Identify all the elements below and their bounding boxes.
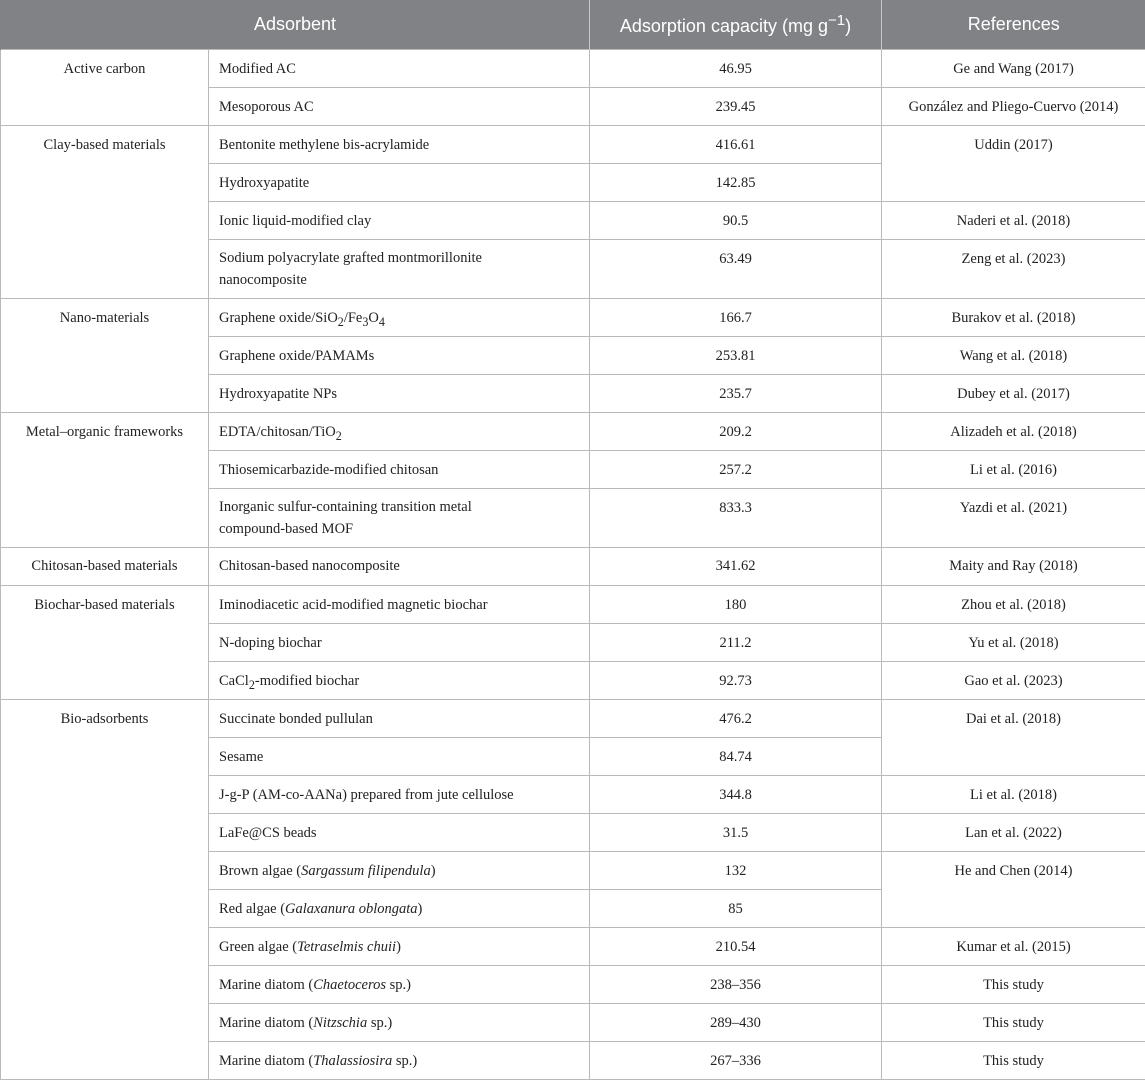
reference-cell: Dubey et al. (2017) <box>882 374 1145 412</box>
text-part: sp.) <box>392 1052 418 1069</box>
reference-cell: Dai et al. (2018) <box>882 699 1145 775</box>
header-adsorbent: Adsorbent <box>1 0 590 49</box>
adsorbent-cell <box>209 239 590 298</box>
adsorbent-cell: Graphene oxide/PAMAMs <box>209 336 590 374</box>
capacity-cell: 344.8 <box>590 775 882 813</box>
header-capacity-close: ) <box>845 15 852 36</box>
table-row <box>1 125 1145 163</box>
reference-cell: Burakov et al. (2018) <box>882 298 1145 336</box>
reference-cell: Yu et al. (2018) <box>882 623 1145 661</box>
adsorbent-cell <box>209 1041 590 1079</box>
reference-cell: This study <box>882 1041 1145 1079</box>
text-part: O <box>368 309 379 326</box>
subscript: 2 <box>335 428 342 443</box>
reference-cell: Kumar et al. (2015) <box>882 927 1145 965</box>
table-row <box>1 298 1145 336</box>
reference-cell: Maity and Ray (2018) <box>882 547 1145 585</box>
reference-cell: This study <box>882 1003 1145 1041</box>
adsorbent-line: compound-based MOF <box>219 520 354 537</box>
adsorbent-line: nanocomposite <box>219 271 307 288</box>
capacity-cell: 166.7 <box>590 298 882 336</box>
category-cell: Clay-based materials <box>1 125 209 298</box>
adsorbent-cell: Sesame <box>209 737 590 775</box>
capacity-cell: 85 <box>590 889 882 927</box>
reference-cell: Wang et al. (2018) <box>882 336 1145 374</box>
adsorbent-cell: Thiosemicarbazide-modified chitosan <box>209 450 590 488</box>
reference-cell: Yazdi et al. (2021) <box>882 488 1145 547</box>
text-part: Marine diatom ( <box>219 976 314 993</box>
capacity-cell: 239.45 <box>590 87 882 125</box>
capacity-cell: 476.2 <box>590 699 882 737</box>
capacity-cell: 31.5 <box>590 813 882 851</box>
adsorbent-cell <box>209 661 590 699</box>
capacity-cell: 84.74 <box>590 737 882 775</box>
capacity-cell: 211.2 <box>590 623 882 661</box>
text-part: Red algae ( <box>219 900 286 917</box>
adsorbent-cell: LaFe@CS beads <box>209 813 590 851</box>
category-cell: Chitosan-based materials <box>1 547 209 585</box>
adsorbent-cell <box>209 889 590 927</box>
text-part: sp.) <box>386 976 411 993</box>
capacity-cell: 267–336 <box>590 1041 882 1079</box>
category-cell: Metal–organic frameworks <box>1 412 209 547</box>
capacity-cell: 210.54 <box>590 927 882 965</box>
adsorbent-cell: Mesoporous AC <box>209 87 590 125</box>
reference-cell: Lan et al. (2022) <box>882 813 1145 851</box>
reference-cell: Alizadeh et al. (2018) <box>882 412 1145 450</box>
adsorbent-cell <box>209 965 590 1003</box>
capacity-cell: 132 <box>590 851 882 889</box>
capacity-cell: 416.61 <box>590 125 882 163</box>
capacity-cell: 90.5 <box>590 201 882 239</box>
reference-cell: Ge and Wang (2017) <box>882 49 1145 87</box>
adsorbent-line: Inorganic sulfur-containing transition metal <box>219 498 472 515</box>
text-part: /Fe <box>343 309 363 326</box>
text-part: ) <box>417 900 423 917</box>
text-part: ) <box>430 862 436 879</box>
subscript: 4 <box>378 314 385 329</box>
table-body <box>1 49 1145 1079</box>
adsorbent-cell <box>209 488 590 547</box>
capacity-cell: 92.73 <box>590 661 882 699</box>
text-part: EDTA/chitosan/TiO <box>219 423 336 440</box>
capacity-cell: 341.62 <box>590 547 882 585</box>
text-part: Brown algae ( <box>219 862 302 879</box>
adsorbent-cell: Modified AC <box>209 49 590 87</box>
capacity-cell: 46.95 <box>590 49 882 87</box>
capacity-cell: 253.81 <box>590 336 882 374</box>
capacity-cell: 235.7 <box>590 374 882 412</box>
capacity-cell: 833.3 <box>590 488 882 547</box>
adsorbent-cell: Succinate bonded pullulan <box>209 699 590 737</box>
header-capacity-sup: −1 <box>828 11 846 29</box>
reference-cell: González and Pliego-Cuervo (2014) <box>882 87 1145 125</box>
species-name: Tetraselmis chuii <box>297 938 397 955</box>
header-row <box>1 0 1145 49</box>
adsorbent-cell: Chitosan-based nanocomposite <box>209 547 590 585</box>
reference-cell: Gao et al. (2023) <box>882 661 1145 699</box>
adsorbent-cell: J-g-P (AM-co-AANa) prepared from jute cellulose <box>209 775 590 813</box>
text-part: Green algae ( <box>219 938 298 955</box>
text-part: -modified biochar <box>254 672 360 689</box>
subscript: 2 <box>248 677 255 692</box>
subscript: 3 <box>362 314 369 329</box>
reference-cell: Naderi et al. (2018) <box>882 201 1145 239</box>
reference-cell: Li et al. (2018) <box>882 775 1145 813</box>
species-name: Nitzschia <box>313 1014 368 1031</box>
adsorbent-cell <box>209 412 590 450</box>
table-row <box>1 412 1145 450</box>
reference-cell: This study <box>882 965 1145 1003</box>
header-capacity <box>590 0 882 49</box>
adsorbent-cell: Hydroxyapatite <box>209 163 590 201</box>
table-row <box>1 585 1145 623</box>
reference-cell: Uddin (2017) <box>882 125 1145 201</box>
text-part: ) <box>396 938 401 955</box>
category-cell: Bio-adsorbents <box>1 699 209 1079</box>
capacity-cell: 142.85 <box>590 163 882 201</box>
category-cell: Biochar-based materials <box>1 585 209 699</box>
text-part: Graphene oxide/SiO <box>219 309 338 326</box>
adsorbent-cell <box>209 927 590 965</box>
table-row <box>1 547 1145 585</box>
table-row <box>1 699 1145 737</box>
reference-cell: He and Chen (2014) <box>882 851 1145 927</box>
text-part: CaCl <box>219 672 249 689</box>
adsorbent-cell: Bentonite methylene bis-acrylamide <box>209 125 590 163</box>
adsorbent-cell: Hydroxyapatite NPs <box>209 374 590 412</box>
capacity-cell: 180 <box>590 585 882 623</box>
species-name: Chaetoceros <box>313 976 386 993</box>
reference-cell: Zeng et al. (2023) <box>882 239 1145 298</box>
adsorbent-line: Sodium polyacrylate grafted montmorillonite <box>219 249 482 266</box>
adsorbent-cell: N-doping biochar <box>209 623 590 661</box>
reference-cell: Zhou et al. (2018) <box>882 585 1145 623</box>
species-name: Thalassiosira <box>313 1052 393 1069</box>
adsorbent-cell <box>209 1003 590 1041</box>
header-references: References <box>882 0 1145 49</box>
adsorbent-cell: Ionic liquid-modified clay <box>209 201 590 239</box>
category-cell: Active carbon <box>1 49 209 125</box>
capacity-cell: 63.49 <box>590 239 882 298</box>
capacity-cell: 209.2 <box>590 412 882 450</box>
text-part: Marine diatom ( <box>219 1014 314 1031</box>
adsorbent-cell: Iminodiacetic acid-modified magnetic biochar <box>209 585 590 623</box>
text-part: sp.) <box>367 1014 393 1031</box>
reference-cell: Li et al. (2016) <box>882 450 1145 488</box>
category-cell: Nano-materials <box>1 298 209 412</box>
capacity-cell: 238–356 <box>590 965 882 1003</box>
adsorbent-cell <box>209 851 590 889</box>
subscript: 2 <box>337 314 344 329</box>
table-header <box>1 0 1145 49</box>
adsorbent-cell <box>209 298 590 336</box>
species-name: Galaxanura oblongata <box>285 900 418 917</box>
table-row <box>1 49 1145 87</box>
text-part: Marine diatom ( <box>219 1052 314 1069</box>
capacity-cell: 257.2 <box>590 450 882 488</box>
capacity-cell: 289–430 <box>590 1003 882 1041</box>
species-name: Sargassum filipendula <box>301 862 431 879</box>
header-capacity-text: Adsorption capacity (mg g <box>619 15 828 36</box>
